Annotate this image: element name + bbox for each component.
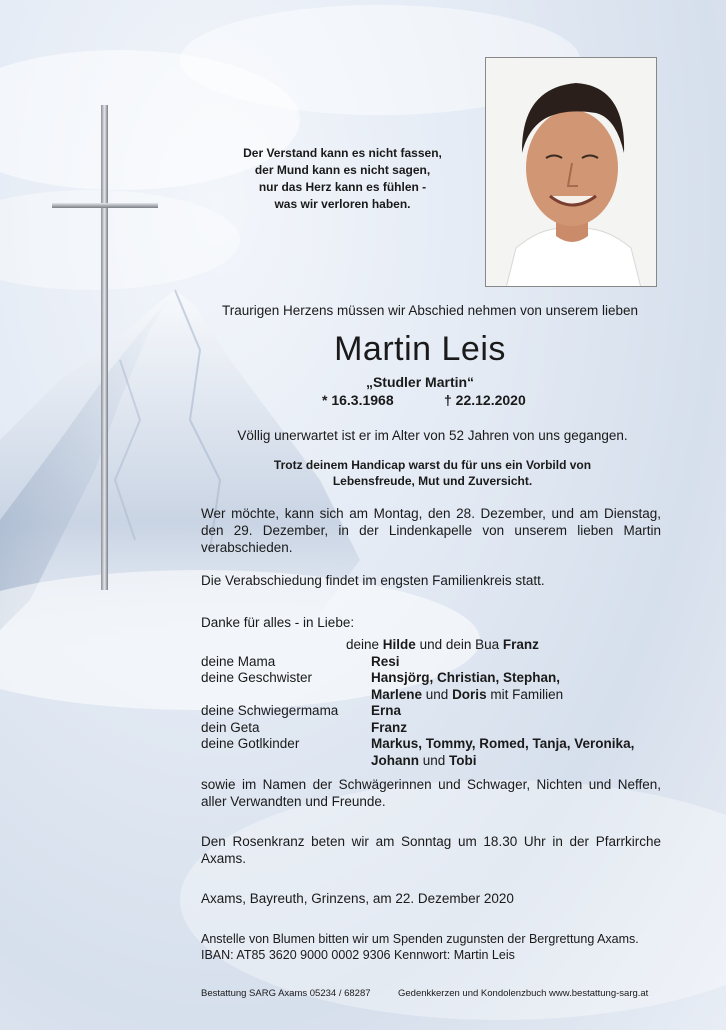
- family-text: und dein Bua: [415, 637, 503, 652]
- family-label: deine Geschwister: [201, 670, 313, 685]
- intro-text: Traurigen Herzens müssen wir Abschied nehmen von unserem lieben: [222, 303, 638, 318]
- family-label: deine Gotlkinder: [201, 736, 300, 751]
- death-date: † 22.12.2020: [444, 392, 526, 408]
- family-name: Resi: [371, 654, 400, 669]
- family-row: [346, 637, 539, 654]
- donation-line: IBAN: AT85 3620 9000 0002 9306 Kennwort: Martin Leis: [201, 948, 515, 962]
- quote-line: Der Verstand kann es nicht fassen,: [243, 146, 442, 160]
- handicap-line: Trotz deinem Handicap warst du für uns ein Vorbild von: [273, 458, 592, 472]
- family-name: Franz: [502, 637, 539, 652]
- family-name: Doris: [452, 687, 487, 702]
- footer-website: Gedenkkerzen und Kondolenzbuch www.bestattung-sarg.at: [398, 988, 649, 999]
- thanks-text: Danke für alles - in Liebe:: [201, 615, 355, 630]
- family-name: Markus, Tommy, Romed, Tanja, Veronika,: [371, 736, 635, 751]
- family-text: mit Familien: [486, 687, 564, 702]
- cross-icon: [50, 105, 160, 590]
- family-list: [201, 637, 671, 777]
- family-name: Hilde: [382, 637, 416, 652]
- family-text: und: [419, 753, 450, 768]
- footer-funeral-home: Bestattung SARG Axams 05234 / 68287: [201, 988, 371, 999]
- quote-line: nur das Herz kann es fühlen -: [258, 180, 427, 194]
- place-date: Axams, Bayreuth, Grinzens, am 22. Dezember 2020: [201, 891, 514, 906]
- family-row: [371, 753, 477, 770]
- farewell-text: Wer möchte, kann sich am Montag, den 28. Dezember, und am Dienstag, den 29. Dezember, in der Lindenkapelle von unserem lieben Martin verabschieden.: [201, 506, 661, 555]
- donation-line: Anstelle von Blumen bitten wir um Spenden zugunsten der Bergrettung Axams.: [201, 932, 639, 946]
- rosary-text: Den Rosenkranz beten wir am Sonntag um 18.30 Uhr in der Pfarrkirche Axams.: [201, 834, 661, 866]
- quote: [220, 145, 465, 213]
- donation-text: [201, 931, 661, 963]
- family-text: und: [422, 687, 453, 702]
- deceased-name: Martin Leis: [334, 330, 506, 368]
- quote-line: der Mund kann es nicht sagen,: [254, 163, 431, 177]
- family-text: deine: [346, 637, 383, 652]
- family-name: Marlene: [371, 687, 423, 702]
- relatives-text: sowie im Namen der Schwägerinnen und Schwager, Nichten und Neffen, aller Verwandten und Freunde.: [201, 777, 661, 809]
- nickname: „Studler Martin“: [365, 374, 475, 390]
- family-row: [371, 687, 563, 704]
- handicap-text: [200, 457, 665, 489]
- birth-date: * 16.3.1968: [322, 392, 394, 408]
- handicap-line: Lebensfreude, Mut und Zuversicht.: [332, 474, 533, 488]
- family-name: Johann: [371, 753, 420, 768]
- quote-line: was wir verloren haben.: [274, 197, 411, 211]
- age-text: Völlig unerwartet ist er im Alter von 52 Jahren von uns gegangen.: [237, 428, 628, 443]
- family-name: Tobi: [449, 753, 477, 768]
- family-name: Hansjörg, Christian, Stephan,: [371, 670, 561, 685]
- family-label: deine Schwiegermama: [201, 703, 339, 718]
- family-label: deine Mama: [201, 654, 276, 669]
- private-text: Die Verabschiedung findet im engsten Familienkreis statt.: [201, 573, 545, 588]
- portrait-photo: [485, 57, 657, 287]
- family-name: Franz: [371, 720, 408, 735]
- family-name: Erna: [371, 703, 402, 718]
- family-label: dein Geta: [201, 720, 260, 735]
